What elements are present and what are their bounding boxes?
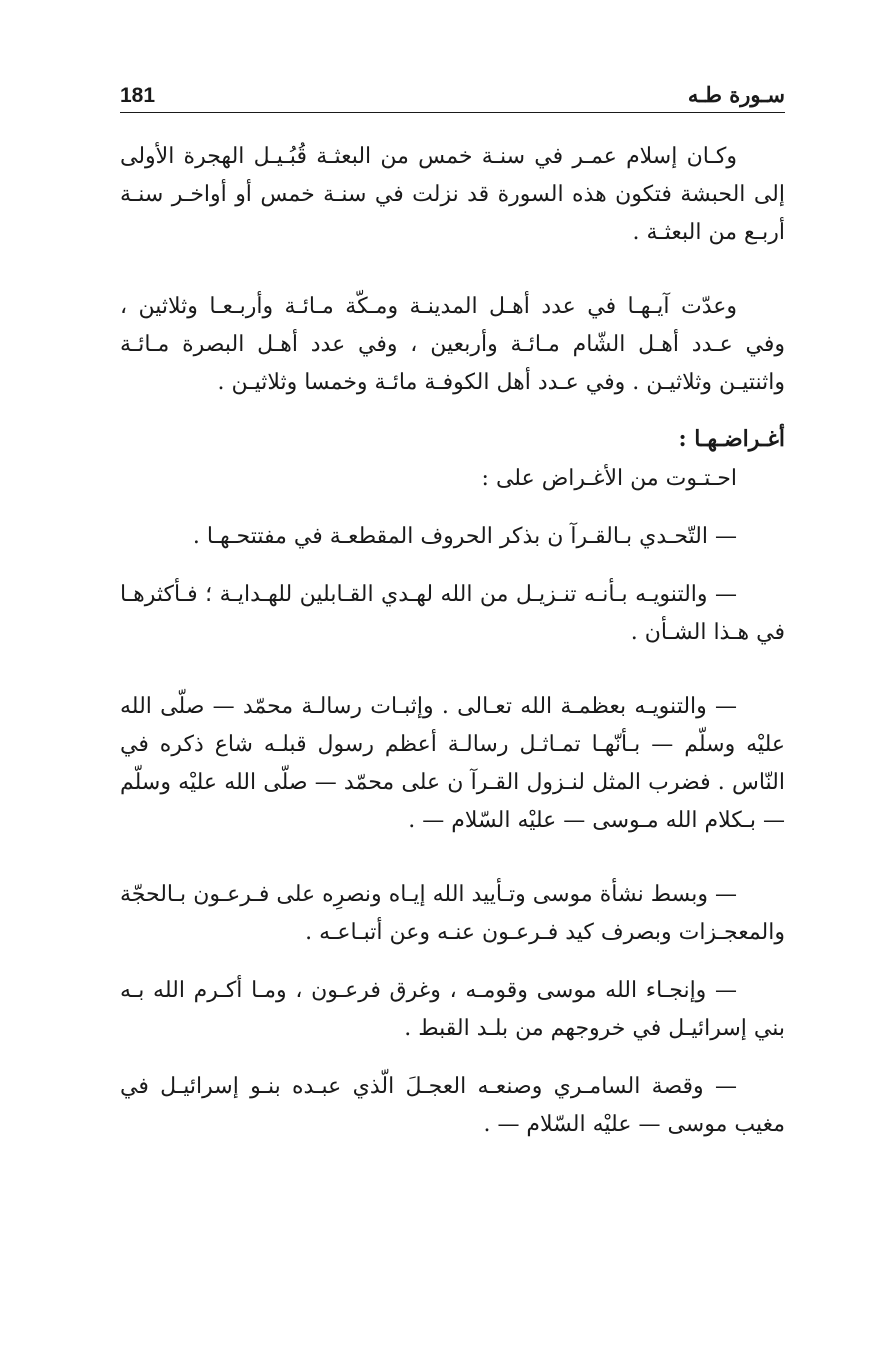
list-item: — والتنويـه بعظمـة الله تعـالى . وإثبـات رسالـة محمّد — صلّى الله عليْه وسلّم — بـأنّهـا تمـاثـل رسالـة أعظم رسول قبلـه شاع ذكره في النّاس . فضرب المثل لنـزول القـرآ ن على محمّد — صلّى الله عليْه وسلّم — بـكلام الله مـوسى — عليْه السّلام — . [120,694,785,833]
page-header [120,80,785,113]
section-heading: أغـراضـهـا : [678,426,785,452]
list-item: — وبسط نشأة موسى وتـأييد الله إيـاه ونصرِه على فـرعـون بـالحجّة والمعجـزات وبصرف كيد فـرعـون عنـه وعن أتبـاعـه . [120,882,785,945]
list-item: — وإنجـاء الله موسى وقومـه ، وغرق فرعـون ، ومـا أكـرم الله بـه بني إسرائيـل في خروجهم من بلـد القبط . [120,978,785,1041]
verse-count-paragraph: وعدّت آيـهـا في عدد أهـل المدينـة ومـكّة مـائـة وأربـعـا وثلاثين ، وفي عـدد أهـل الشّام مـائـة وأربعين ، وفي عدد أهـل البصرة مـائـة واثنتيـن وثلاثيـن . وفي عـدد أهل الكوفـة مائـة وخمسا وثلاثيـن . [120,294,785,395]
page-body [120,138,785,1180]
list-item: — والتنويـه بـأنـه تنـزيـل من الله لهـدي القـابلين للهـدايـة ؛ فـأكثرهـا في هـذا الشـأن . [120,582,785,645]
list-item: — وقصة السامـري وصنعـه العجـلَ الّذي عبـده بنـو إسرائيـل في مغيب موسى — عليْه السّلام — . [120,1074,785,1137]
page-number: 181 [120,84,156,107]
intro-paragraph: وكـان إسلام عمـر في سنـة خمس من البعثـة قُبُـيـل الهجرة الأولى إلى الحبشة فتكون هذه السورة قد نزلت في سنـة خمس أو أواخـر سنـة أربـع من البعثـة . [120,144,785,245]
purposes-intro: احـتـوت من الأغـراض على : [481,466,737,491]
surah-title: سـورة طـه [687,82,785,107]
list-item: — التّحـدي بـالقـرآ ن بذكر الحروف المقطعـة في مفتتحـهـا . [192,524,737,549]
